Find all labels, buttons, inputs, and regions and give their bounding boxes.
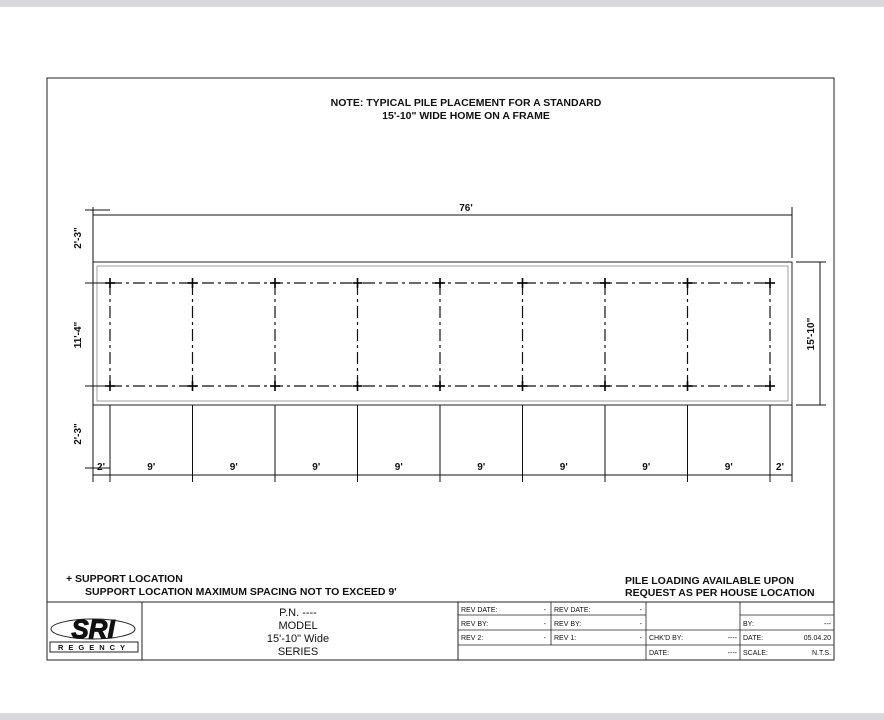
bottom-offset-label: 2'-3" xyxy=(73,423,84,445)
date-value-left: ---- xyxy=(727,650,737,657)
bay-spacing-label: 9' xyxy=(559,462,568,473)
bay-spacing-label: 9' xyxy=(147,462,156,473)
chkd-by-value: ---- xyxy=(727,635,737,642)
sri-regency-logo xyxy=(50,614,138,652)
rev-1-label: REV 1: xyxy=(554,635,577,642)
rev-date-value-2: - xyxy=(639,607,642,614)
support-location-marker xyxy=(683,278,693,288)
logo-regency-text: REGENCY xyxy=(57,643,131,652)
bay-spacing-label: 9' xyxy=(477,462,486,473)
support-location-marker xyxy=(600,278,610,288)
bay-spacing-label: 9' xyxy=(312,462,321,473)
rev-date-value-1: - xyxy=(543,607,546,614)
by-label: BY: xyxy=(743,621,754,628)
scale-label: SCALE: xyxy=(743,650,768,657)
rev-2-value: - xyxy=(543,635,546,642)
support-location-marker xyxy=(270,278,280,288)
support-location-marker xyxy=(765,278,775,288)
note-line-1: NOTE: TYPICAL PILE PLACEMENT FOR A STANDARD xyxy=(330,97,602,109)
support-location-marker xyxy=(765,381,775,391)
scale-value: N.T.S. xyxy=(811,650,831,657)
model-width-label: 15'-10" Wide xyxy=(266,633,330,645)
support-location-marker xyxy=(518,381,528,391)
support-location-marker xyxy=(353,278,363,288)
support-location-marker xyxy=(518,278,528,288)
loading-note-line-1: PILE LOADING AVAILABLE UPON xyxy=(625,575,794,587)
bay-spacing-label: 9' xyxy=(229,462,238,473)
note-line-2: 15'-10" WIDE HOME ON A FRAME xyxy=(382,110,550,122)
support-location-marker xyxy=(188,278,198,288)
support-location-marker xyxy=(353,381,363,391)
rev-by-label-2: REV BY: xyxy=(554,621,582,628)
date-value-right: 05.04.20 xyxy=(803,635,831,642)
support-location-marker xyxy=(683,381,693,391)
overall-length-label: 76' xyxy=(459,203,473,214)
rev-by-value-2: - xyxy=(639,621,642,628)
bay-spacing-label: 9' xyxy=(724,462,733,473)
bottom-border-band xyxy=(0,713,884,720)
rev-date-label-1: REV DATE: xyxy=(461,607,498,614)
end-spacing-left-label: 2' xyxy=(97,462,105,473)
legend-line-1: + SUPPORT LOCATION xyxy=(66,573,183,585)
overall-width-label: 15'-10" xyxy=(806,317,817,351)
loading-note-line-2: REQUEST AS PER HOUSE LOCATION xyxy=(625,587,815,599)
rev-2-label: REV 2: xyxy=(461,635,484,642)
rev-1-value: - xyxy=(639,635,642,642)
support-location-marker xyxy=(435,278,445,288)
support-location-marker xyxy=(270,381,280,391)
date-label-right: DATE: xyxy=(743,635,764,642)
by-value: --- xyxy=(824,621,831,628)
support-location-marker xyxy=(188,381,198,391)
pile-grid xyxy=(93,278,792,482)
end-spacing-right-label: 2' xyxy=(776,462,784,473)
chkd-by-label: CHK'D BY: xyxy=(649,635,684,642)
top-offset-label: 2'-3" xyxy=(73,227,84,249)
support-location-marker xyxy=(600,381,610,391)
support-location-marker xyxy=(105,381,115,391)
model-label: MODEL xyxy=(278,620,318,632)
date-label-left: DATE: xyxy=(649,650,670,657)
bay-spacing-label: 9' xyxy=(642,462,651,473)
pn-label: P.N. ---- xyxy=(279,607,317,619)
support-location-marker xyxy=(105,278,115,288)
legend-line-2: SUPPORT LOCATION MAXIMUM SPACING NOT TO EXCEED 9' xyxy=(85,586,397,598)
logo-sri-text: SRI xyxy=(71,614,115,644)
series-label: SERIES xyxy=(277,646,319,658)
support-location-marker xyxy=(435,381,445,391)
title-block xyxy=(47,602,834,660)
rev-by-value-1: - xyxy=(543,621,546,628)
pile-row-spacing-label: 11'-4" xyxy=(73,321,84,349)
bay-spacing-label: 9' xyxy=(394,462,403,473)
rev-date-label-2: REV DATE: xyxy=(554,607,591,614)
home-outline-inner xyxy=(97,266,788,401)
rev-by-label-1: REV BY: xyxy=(461,621,489,628)
